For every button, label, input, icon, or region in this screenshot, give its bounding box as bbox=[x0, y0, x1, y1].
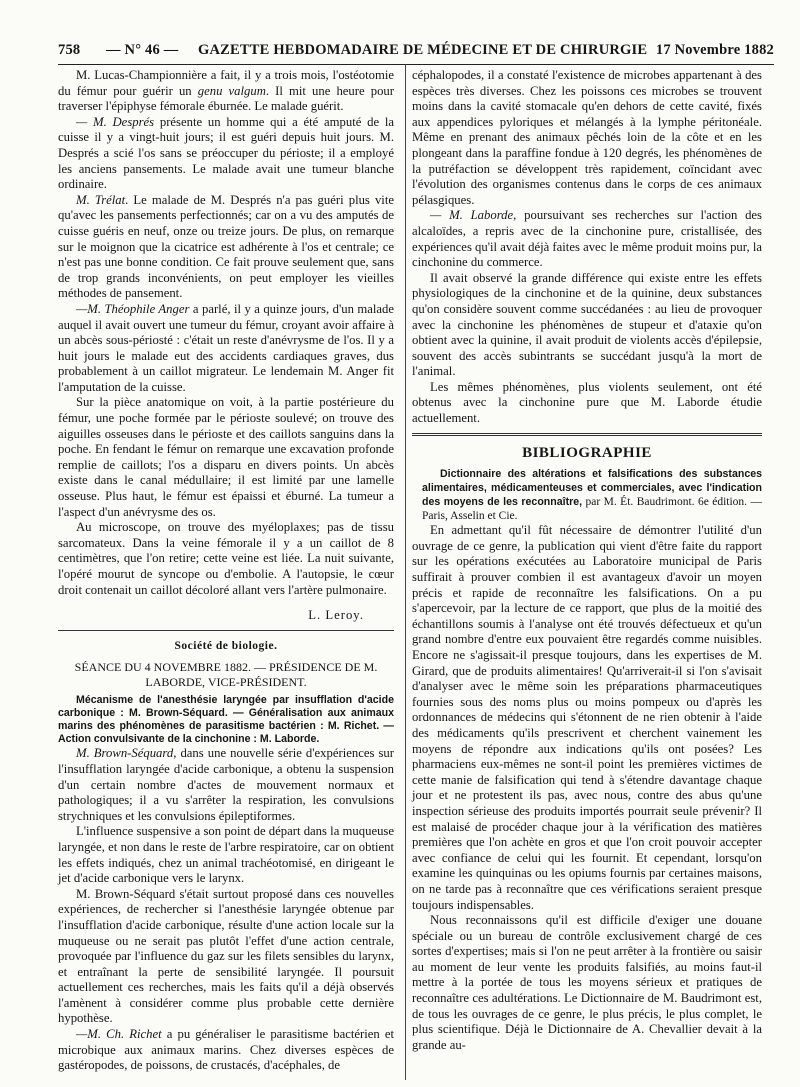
right-column bbox=[412, 68, 762, 1053]
paragraph: Les mêmes phénomènes, plus violents seulement, ont été obtenus avec la cinchonine pure que M. Laborde étudie actuellement. bbox=[412, 379, 762, 426]
paragraph: L'influence suspensive a son point de départ dans la muqueuse laryngée, et non dans le reste de l'arbre respiratoire, car on obtient les effets indiqués, chez un animal trachéotomisé, en dirigeant le jet d'acide carbonique vers le larynx. bbox=[58, 824, 394, 886]
page-number: 758 bbox=[58, 42, 81, 58]
seance-heading: SÉANCE DU 4 NOVEMBRE 1882. — PRÉSIDENCE DE M. LABORDE, VICE-PRÉSIDENT. bbox=[74, 660, 378, 690]
section-title: Société de biologie. bbox=[174, 639, 278, 652]
paragraph: Au microscope, on trouve des myéloplaxes; pas de tissu sarcomateux. Dans la veine fémorale il y a un caillot de 8 centimètres, que l'on retire; cette veine est liée. La nuit suivante, l'opéré mourut de syncope ou d'embolie. A l'autopsie, le cœur droit contenait un caillot décoloré allant vers l'artère pulmonaire. bbox=[58, 520, 394, 597]
paragraph: — M. Laborde, poursuivant ses recherches sur l'action des alcaloïdes, a repris avec de la cinchonine pure, cristallisée, des expériences qu'il avait déjà faites avec le même produit moins pur, la cinchonine du commerce. bbox=[412, 208, 762, 270]
paragraph: M. Brown-Séquard, dans une nouvelle série d'expériences sur l'insufflation laryngée d'acide carbonique, a obtenu la suspension d'un certain nombre d'actes de mouvement normaux et pathologiques; il a vu s'arrêter la respiration, les convulsions strychniques et les convulsions épileptiformes. bbox=[58, 746, 394, 823]
paragraph: Nous reconnaissons qu'il est difficile d'exiger une douane spéciale ou un bureau de contrôle exclusivement chargé de ces sortes d'expertises; mais si l'on ne peut arrêter à la frontière ou saisir au moment de leur vente les produits falsifiés, au moins faut-il mettre à la portée de tous les moyens sérieux et pratiques de reconnaître ces adultérations. Le Dictionnaire de M. Baudrimont est, de tous les ouvrages de ce genre, le plus précis, le plus complet, le plus scientifique. Déjà le Dictionnaire de A. Chevallier devait à la grande au- bbox=[412, 913, 762, 1052]
left-column bbox=[58, 68, 394, 1074]
paragraph: M. Lucas-Championnière a fait, il y a trois mois, l'ostéotomie du fémur pour guérir un genu valgum. Il mit une heure pour traverser l'épiphyse fémorale éburnée. Le malade guérit. bbox=[58, 68, 394, 114]
bibliography-heading: BIBLIOGRAPHIE bbox=[522, 444, 652, 461]
section-rule bbox=[58, 630, 394, 631]
paragraph: —M. Ch. Richet a pu généraliser le parasitisme bactérien et microbique aux animaux marins. Chez diverses espèces de gastéropodes, de poissons, de crustacés, d'acéphales, de bbox=[58, 1027, 394, 1073]
paragraph: Il avait observé la grande différence qui existe entre les effets physiologiques de la cinchonine et de la quinine, deux substances qu'on considère souvent comme succédanées : au lieu de provoquer avec la cinchonine les phénomènes de stupeur et d'ataxie qu'on obtient avec la quinine, il avait produit de violents accès d'épilepsie, souvent des accès subintrants se succédant jusqu'à la mort de l'animal. bbox=[412, 270, 762, 379]
section-rule bbox=[412, 433, 762, 436]
paragraph: M. Brown-Séquard s'était surtout proposé dans ces nouvelles expériences, de rechercher si l'anesthésie laryngée obtenue par l'insufflation d'acide carbonique, résulte d'une action locale sur la muqueuse ou ne serait pas plutôt l'effet d'une action centrale, provoquée par l'influence du gaz sur les filets sensibles du larynx, et entraînant la perte de sensibilité laryngée. Il poursuit actuellement ces recherches, mais les faits qu'il a déjà observés l'amènent à considérer comme plus probable cette dernière hypothèse. bbox=[58, 886, 394, 1026]
paragraph: M. Trélat. Le malade de M. Després n'a pas guéri plus vite qu'avec les pansements perfectionnés; car on a vu des amputés de cuisse guéris en neuf, onze ou treize jours. De plus, on remarque sur le moignon que la cicatrice est adhérente à l'os et centrale; ce n'est pas une bonne condition. Ce fait prouve seulement que, sans de trop grands inconvénients, on peut employer les vieilles méthodes de pansement. bbox=[58, 192, 394, 301]
signature: L. Leroy. bbox=[308, 608, 364, 623]
paragraph: —M. Théophile Anger a parlé, il y a quinze jours, d'un malade auquel il avait ouvert une tumeur du fémur, croyant avoir affaire à un abcès sous-périosté : c'était un reste d'anévrysme de l'os. Il y a huit jours le malade eut des accidents cardiaques graves, dus probablement à un caillot migrateur. Le lendemain M. Anger fit l'amputation de la cuisse. bbox=[58, 301, 395, 394]
header-rule bbox=[58, 64, 774, 65]
session-summary: Mécanisme de l'anesthésie laryngée par insufflation d'acide carbonique : M. Brown-Séquard. — Généralisation aux animaux marins des phénomènes de parasitisme bactérien : M. Richet. — Action convulsivante de la cinchonine : M. Laborde. bbox=[58, 694, 394, 746]
column-divider bbox=[405, 64, 406, 1080]
issue-number: — N° 46 — bbox=[106, 42, 179, 58]
bibliography-entry: Dictionnaire des altérations et falsifications des substances alimentaires, médicamenteuses et commerciales, avec l'indication des moyens de les reconnaître, par M. Ét. Baudrimont. 6e édition. — Paris, Asselin et Cie. bbox=[422, 468, 762, 523]
paragraph: Sur la pièce anatomique on voit, à la partie postérieure du fémur, une poche formée par le périoste soulevé; on trouve des aiguilles osseuses dans le périoste et des caillots sanguins dans la poche. En fendant le fémur on remarque une excavation profonde remplie de caillots; l'os a disparu en divers points. Un abcès existe dans le canal médullaire; il est limité par une lamelle osseuse. Plus haut, le fémur est épaissi et éburné. La tumeur a l'aspect d'un anévrysme des os. bbox=[58, 395, 394, 519]
paragraph: — M. Després présente un homme qui a été amputé de la cuisse il y a vingt-huit jours; il est guéri depuis huit jours. M. Després a scié l'os sans se préoccuper du périoste; il a employé les anciens pansements. Le malade avait une tumeur blanche ordinaire. bbox=[58, 114, 394, 192]
journal-title: GAZETTE HEBDOMADAIRE DE MÉDECINE ET DE CHIRURGIE bbox=[198, 42, 648, 58]
paragraph: céphalopodes, il a constaté l'existence de microbes appartenant à des espèces très diverses. Chez les poissons ces microbes se trouvent moins dans la cavité stomacale qu'en dehors de cette cavité, fixés aux appendices pyloriques et mélangés à la lymphe péritonéale. Même en prenant des animaux pêchés loin de la côte et en les plongeant dans la paraffine fondue à 120 degrés, les phénomènes de la putréfaction se développent très rapidement, coïncidant avec l'évolution des organismes contenus dans le corps de ces animaux pélasgiques. bbox=[412, 68, 762, 207]
paragraph: En admettant qu'il fût nécessaire de démontrer l'utilité d'un ouvrage de ce genre, la publication qui vient d'être faite du rapport sur les opérations exécutées au Laboratoire municipal de Paris suffirait à prouver combien il est avantageux d'avoir un moyen précis et rapide de reconnaître les falsifications. On a pu s'apercevoir, par la lecture de ce rapport, que plus de la moitié des échantillons soumis à l'analyse ont été trouvés défectueux et qu'un grand nombre d'entre eux pouvaient être regardés comme nuisibles. Encore ne s'agissait-il presque toujours, dans les expertises de M. Girard, que de produits alimentaires! Qu'arriverait-il si l'on s'avisait d'analyser avec le même soin les préparations pharmaceutiques fournies sous des noms plus ou moins pompeux ou d'après les ordonnances de médecins qui s'étonnent de ne rien obtenir à l'aide des médicaments qu'ils prescrivent et cherchent vainement les moyens de répondre aux indications qu'ils ont posées? Les pharmaciens eux-mêmes ne sont-il point les premières victimes de cette manie de falsification qui tend à s'étendre davantage chaque jour et ne protestent ils pas, avec nous, contre des abus qu'une inspection sérieuse des produits importés pourrait seule prévenir? Il est malaisé de procéder chaque jour à la vérification des matières premières que l'on achète en gros et que l'on croit pouvoir accepter avec confiance de celui qui les fournit. Et cependant, lorsqu'on examine les quinquinas ou les opiums fournis par certaines maisons, on ne tarde pas à reconnaître que ces vérifications seraient presque toujours indispensables. bbox=[412, 523, 762, 912]
page-header bbox=[58, 42, 774, 64]
issue-date: 17 Novembre 1882 bbox=[655, 42, 774, 58]
